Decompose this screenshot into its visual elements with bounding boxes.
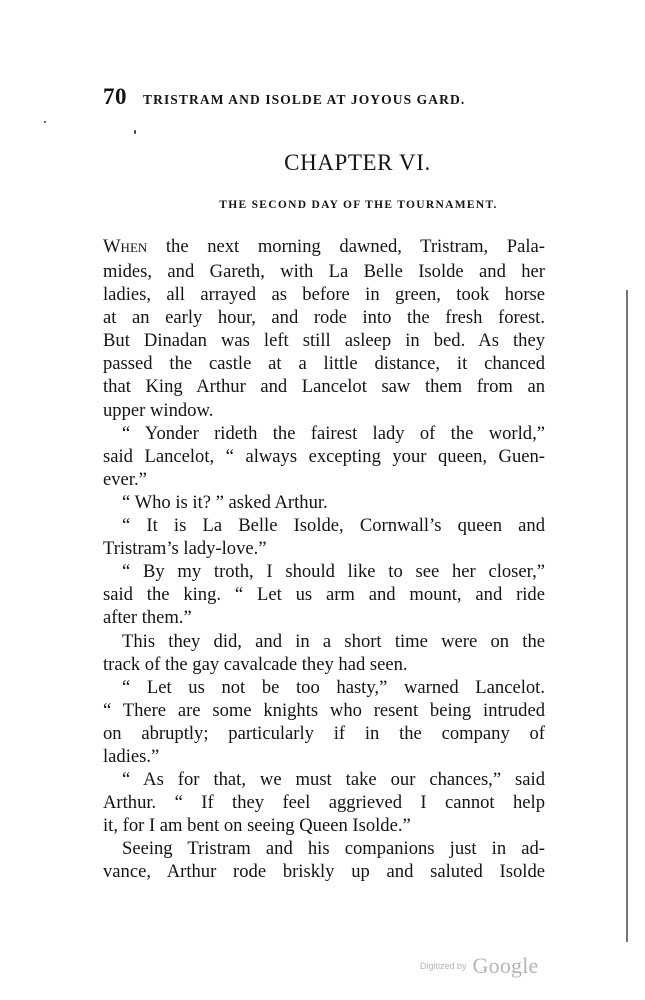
running-title: TRISTRAM AND ISOLDE AT JOYOUS GARD. [143, 92, 466, 107]
text-line: This they did, and in a short time were on the [122, 630, 545, 652]
opening-word: When [103, 236, 148, 257]
running-header [103, 84, 543, 114]
text-line: When the next morning dawned, Tristram, Pala- [103, 236, 545, 257]
chapter-subtitle: THE SECOND DAY OF THE TOURNAMENT. [219, 199, 498, 211]
text-line: vance, Arthur rode briskly up and saluted Isolde [103, 861, 545, 883]
text-line: ladies, all arrayed as before in green, took horse [103, 284, 545, 306]
text-line: Arthur. “ If they feel aggrieved I cannot help [103, 792, 545, 814]
text-line: track of the gay cavalcade they had seen. [103, 653, 408, 675]
text-line: passed the castle at a little distance, it chanced [103, 353, 545, 375]
text-line: said the king. “ Let us arm and mount, and ride [103, 584, 545, 606]
body-text [103, 233, 545, 884]
text-line: Seeing Tristram and his companions just in ad- [122, 838, 545, 860]
text-line: “ By my troth, I should like to see her closer,” [122, 561, 545, 583]
page-number: 70 [103, 84, 127, 109]
text-line: “ As for that, we must take our chances,” said [122, 769, 545, 791]
watermark-prefix: Digitized by [420, 961, 467, 971]
text-line: mides, and Gareth, with La Belle Isolde and her [103, 261, 545, 282]
text-line: But Dinadan was left still asleep in bed. As they [103, 330, 545, 352]
page-edge-rule [626, 290, 628, 942]
text-line: that King Arthur and Lancelot saw them from an [103, 376, 545, 398]
text-line: on abruptly; particularly if in the company of [103, 722, 545, 744]
print-speck [44, 121, 46, 123]
text-line: ever.” [103, 468, 147, 490]
google-logo: Google [472, 953, 539, 978]
text-line: at an early hour, and rode into the fresh forest. [103, 307, 545, 329]
text-line: “ Yonder rideth the fairest lady of the world,” [122, 422, 545, 444]
text-line: it, for I am bent on seeing Queen Isolde.” [103, 815, 411, 837]
text-line: upper window. [103, 399, 214, 421]
text-line: Tristram’s lady-love.” [103, 538, 267, 560]
text-line: “ Who is it? ” asked Arthur. [122, 491, 328, 513]
text-line: ladies.” [103, 745, 160, 767]
text-line: after them.” [103, 607, 192, 629]
text-line: “ There are some knights who resent being intruded [103, 699, 545, 721]
text-line: “ It is La Belle Isolde, Cornwall’s queen and [122, 515, 545, 537]
print-speck [134, 130, 136, 134]
text-line: said Lancelot, “ always excepting your queen, Guen- [103, 445, 545, 467]
digitized-watermark [420, 953, 539, 979]
text-line: “ Let us not be too hasty,” warned Lancelot. [122, 676, 545, 698]
chapter-heading: CHAPTER VI. [284, 150, 431, 175]
